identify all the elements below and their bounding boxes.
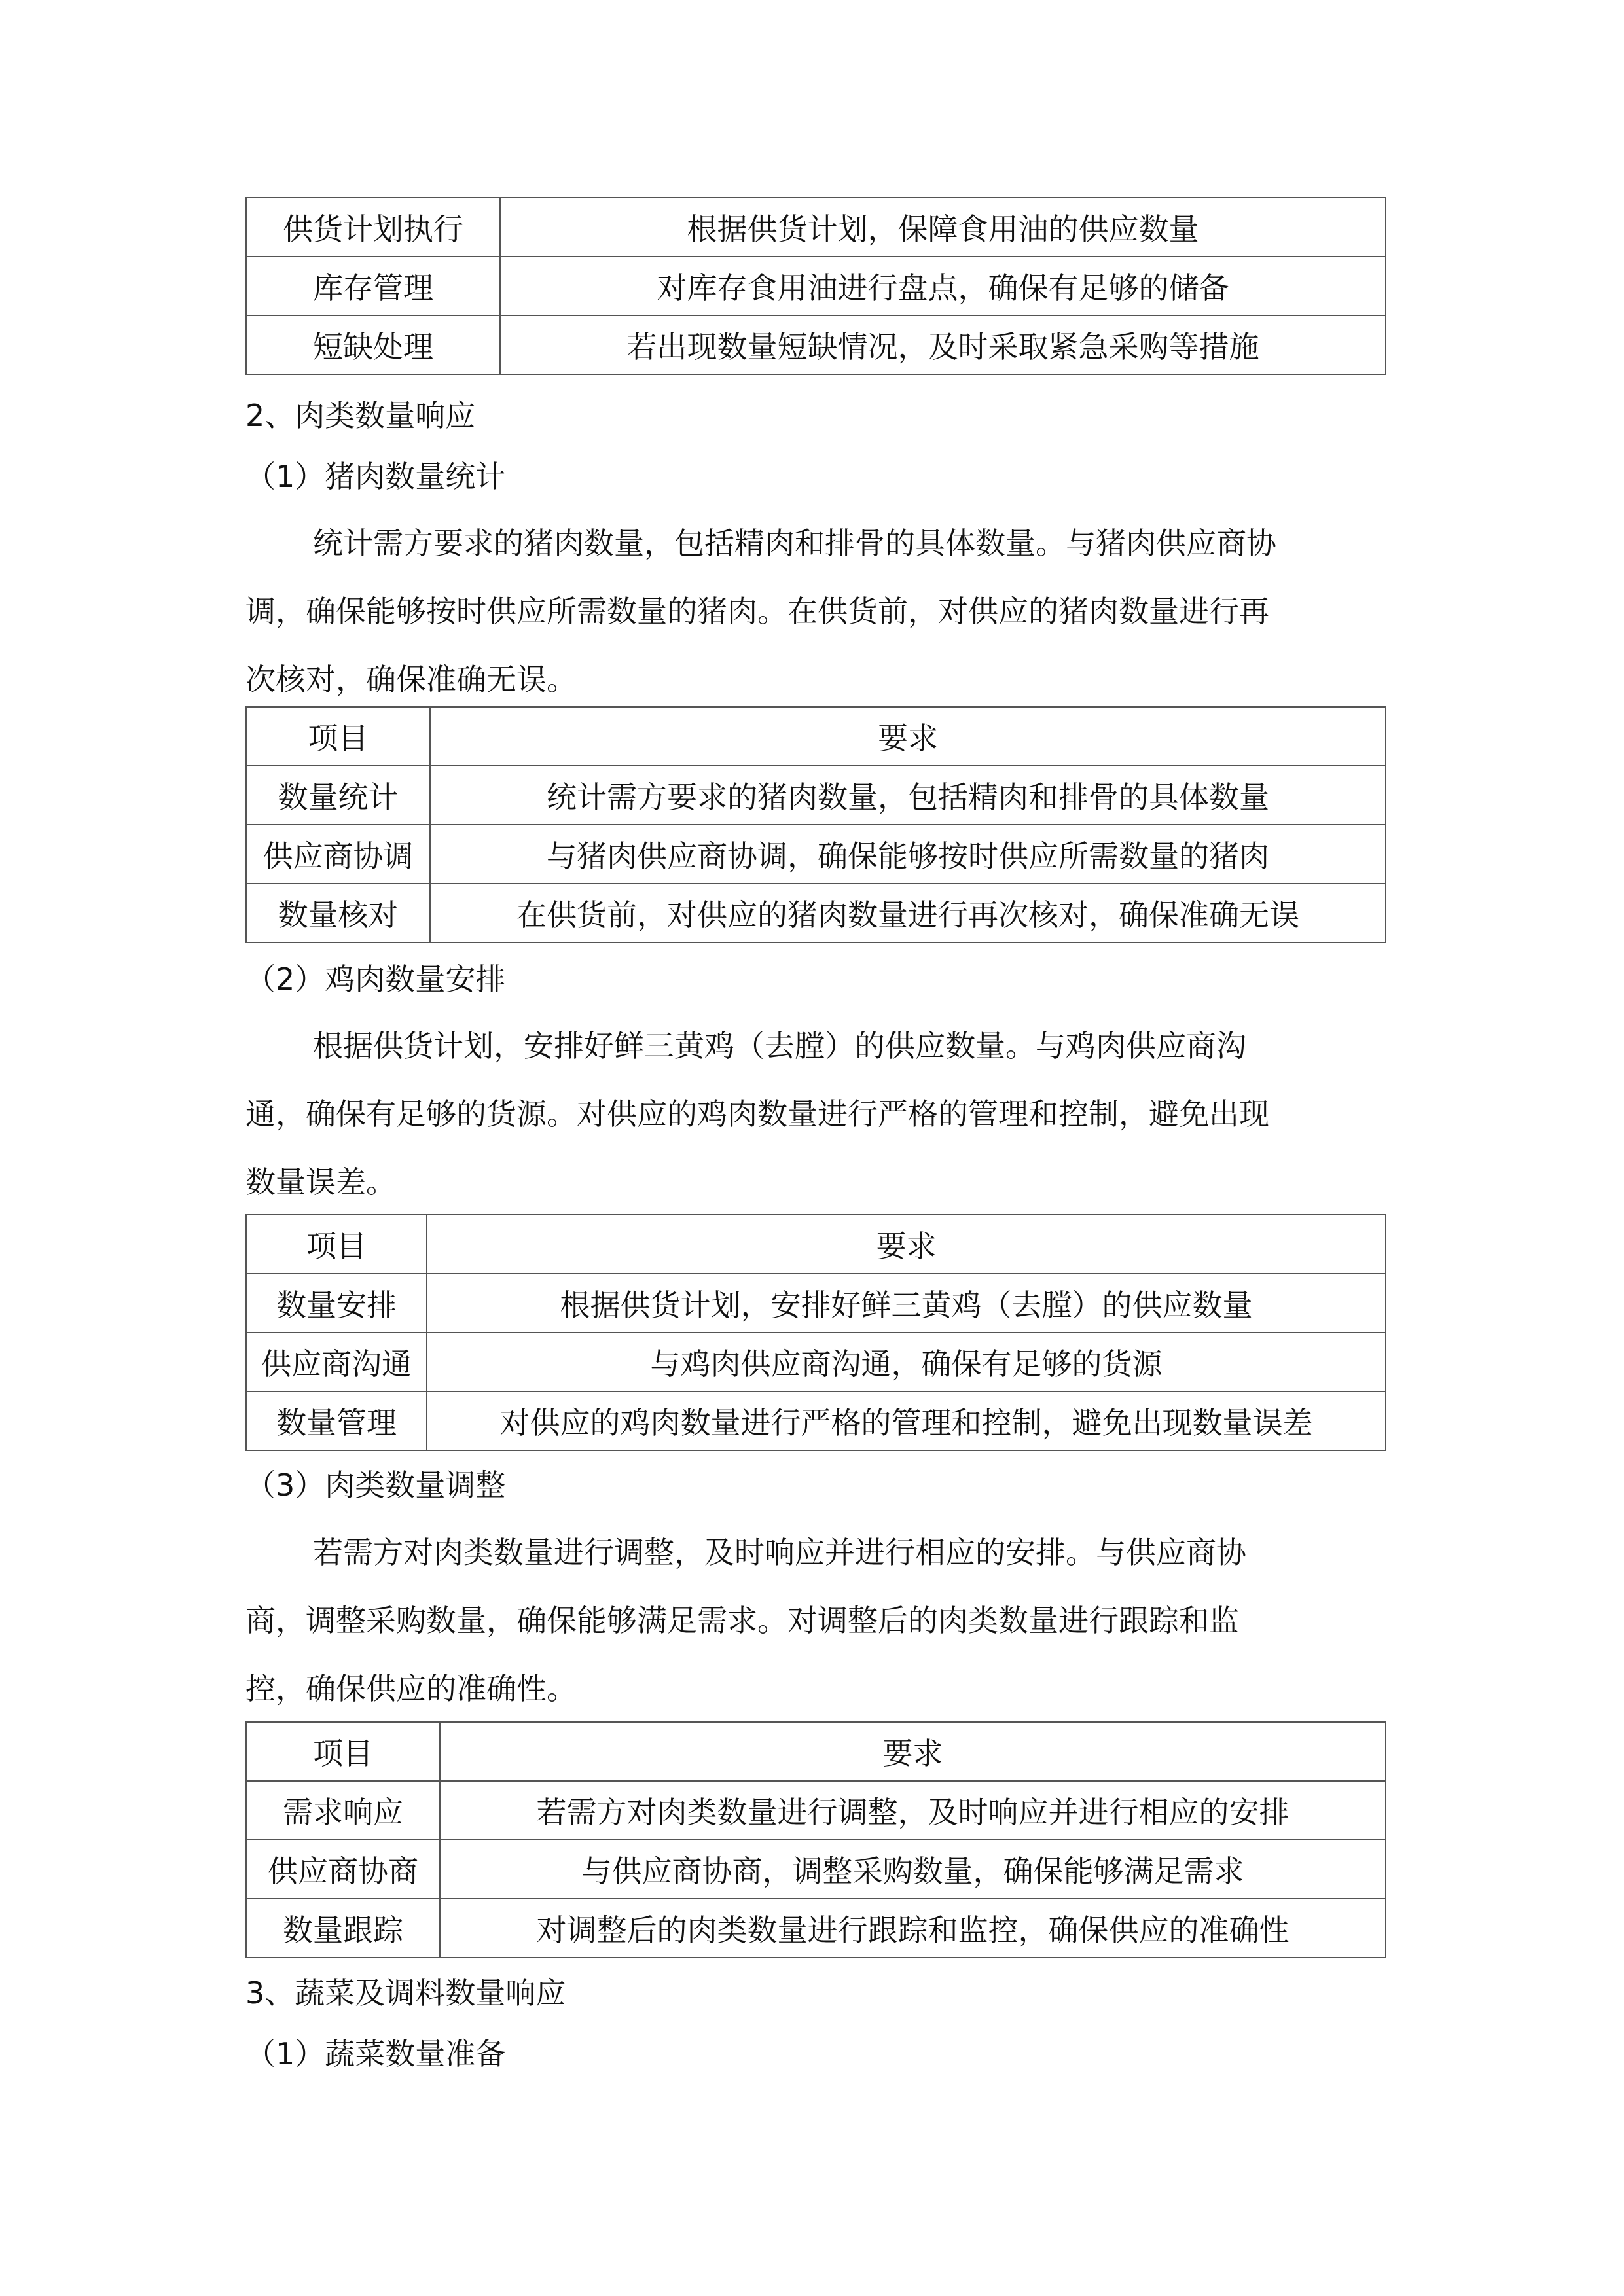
table-cell-item: 数量统计 [246,766,430,825]
table-header-requirement: 要求 [427,1215,1386,1274]
oil-supply-table [245,197,1386,375]
paragraph-line: 控，确保供应的准确性。 [245,1671,577,1706]
table-row [246,315,1386,374]
table-row [246,1840,1386,1899]
table-row [246,257,1386,315]
table-row [246,825,1386,884]
table-header-row [246,707,1386,766]
subsection-heading: （1）蔬菜数量准备 [245,2036,506,2072]
paragraph-line: 若需方对肉类数量进行调整，及时响应并进行相应的安排。与供应商协 [313,1535,1246,1570]
table-cell-item: 数量安排 [246,1274,427,1333]
section-heading: 2、肉类数量响应 [245,398,476,433]
table-header-row [246,1215,1386,1274]
table-cell-requirement: 对供应的鸡肉数量进行严格的管理和控制，避免出现数量误差 [427,1391,1386,1450]
section-heading: 3、蔬菜及调料数量响应 [245,1975,566,2011]
paragraph-line: 商，调整采购数量，确保能够满足需求。对调整后的肉类数量进行跟踪和监 [245,1603,1239,1638]
table-row [246,884,1386,942]
table-cell-requirement: 根据供货计划，安排好鲜三黄鸡（去膛）的供应数量 [427,1274,1386,1333]
table-cell-item: 供应商协调 [246,825,430,884]
table-row [246,1274,1386,1333]
table-header-item: 项目 [246,707,430,766]
subsection-heading: （2）鸡肉数量安排 [245,961,506,997]
table-header-item: 项目 [246,1722,440,1781]
table-header-requirement: 要求 [430,707,1386,766]
table-cell-requirement: 与鸡肉供应商沟通，确保有足够的货源 [427,1333,1386,1391]
table-row [246,766,1386,825]
table-cell-item: 库存管理 [246,257,500,315]
table-cell-requirement: 根据供货计划，保障食用油的供应数量 [500,198,1386,257]
table-cell-requirement: 对调整后的肉类数量进行跟踪和监控，确保供应的准确性 [440,1899,1386,1958]
table-cell-requirement: 统计需方要求的猪肉数量，包括精肉和排骨的具体数量 [430,766,1386,825]
chicken-table [245,1214,1386,1451]
table-cell-requirement: 对库存食用油进行盘点，确保有足够的储备 [500,257,1386,315]
paragraph-line: 根据供货计划，安排好鲜三黄鸡（去膛）的供应数量。与鸡肉供应商沟 [313,1028,1246,1064]
table-cell-item: 数量核对 [246,884,430,942]
table-cell-item: 短缺处理 [246,315,500,374]
paragraph-line: 调，确保能够按时供应所需数量的猪肉。在供货前，对供应的猪肉数量进行再 [245,594,1269,629]
table-cell-requirement: 与供应商协商，调整采购数量，确保能够满足需求 [440,1840,1386,1899]
table-cell-requirement: 与猪肉供应商协调，确保能够按时供应所需数量的猪肉 [430,825,1386,884]
table-header-item: 项目 [246,1215,427,1274]
paragraph-line: 次核对，确保准确无误。 [245,662,577,697]
table-header-requirement: 要求 [440,1722,1386,1781]
table-cell-item: 供应商沟通 [246,1333,427,1391]
table-row [246,1781,1386,1840]
table-header-row [246,1722,1386,1781]
table-cell-item: 供应商协商 [246,1840,440,1899]
table-cell-requirement: 在供货前，对供应的猪肉数量进行再次核对，确保准确无误 [430,884,1386,942]
table-row [246,198,1386,257]
table-cell-requirement: 若需方对肉类数量进行调整，及时响应并进行相应的安排 [440,1781,1386,1840]
subsection-heading: （3）肉类数量调整 [245,1467,506,1503]
table-cell-item: 数量管理 [246,1391,427,1450]
paragraph-line: 数量误差。 [245,1164,396,1200]
table-cell-item: 数量跟踪 [246,1899,440,1958]
paragraph-line: 通，确保有足够的货源。对供应的鸡肉数量进行严格的管理和控制，避免出现 [245,1096,1269,1132]
subsection-heading: （1）猪肉数量统计 [245,459,506,494]
table-cell-item: 供货计划执行 [246,198,500,257]
pork-table [245,706,1386,943]
paragraph-line: 统计需方要求的猪肉数量，包括精肉和排骨的具体数量。与猪肉供应商协 [313,526,1276,561]
table-row [246,1333,1386,1391]
table-cell-requirement: 若出现数量短缺情况，及时采取紧急采购等措施 [500,315,1386,374]
table-row [246,1899,1386,1958]
table-row [246,1391,1386,1450]
table-cell-item: 需求响应 [246,1781,440,1840]
adjust-table [245,1721,1386,1958]
